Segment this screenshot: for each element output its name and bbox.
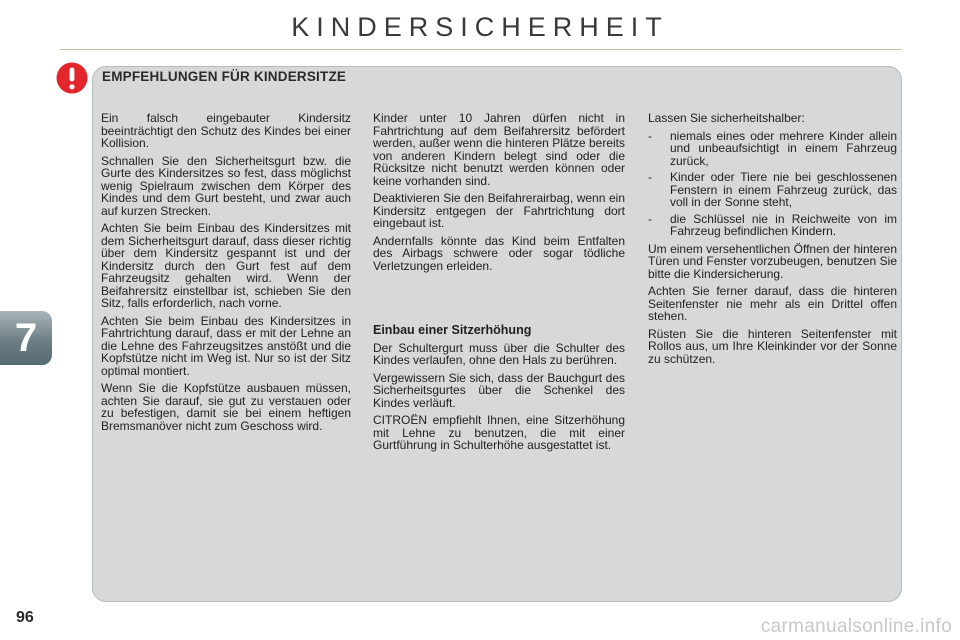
exclamation-icon (56, 62, 88, 94)
paragraph: Achten Sie beim Einbau des Kindersitzes mit dem Sicherheitsgurt darauf, dass dieser richtig über dem Kindersitz gespannt ist und der Kindersitz durch den Gurt fest auf dem Fahrzeugsitz gehalten wird. Wenn der Beifahrersitz einstellbar ist, schieben Sie den Sitz, falls erforderlich, nach vorne. (101, 221, 351, 310)
subheading: Einbau einer Sitzerhöhung (373, 323, 532, 337)
column-2 (373, 112, 625, 457)
paragraph: Andernfalls könnte das Kind beim Entfalten des Airbags schwere oder sogar tödliche Verletzungen erleiden. (373, 233, 625, 273)
list-item: - die Schlüssel nie in Reichweite von im Fahrzeug befindlichen Kindern. (648, 213, 897, 238)
paragraph: Ein falsch eingebauter Kindersitz beeinträchtigt den Schutz des Kindes bei einer Kollision. (101, 111, 351, 150)
paragraph: Deaktivieren Sie den Beifahrerairbag, wenn ein Kindersitz entgegen der Fahrtrichtung dort eingebaut ist. (373, 191, 625, 230)
page-title: KINDERSICHERHEIT (291, 12, 669, 42)
page-number: 96 (16, 609, 34, 626)
list-intro: Lassen Sie sicherheitshalber: (648, 111, 805, 125)
paragraph: Rüsten Sie die hinteren Seitenfenster mit Rollos aus, um Ihre Kleinkinder vor der Sonne zu schützen. (648, 326, 897, 366)
watermark: carmanualsonline.info (760, 616, 952, 637)
paragraph: Kinder unter 10 Jahren dürfen nicht in Fahrtrichtung auf dem Beifahrersitz befördert werden, außer wenn die hinteren Plätze bereits von anderen Kindern belegt sind oder die Rücksitze nicht benutzt werden können oder keine vorhanden sind. (373, 111, 625, 188)
paragraph: Achten Sie ferner darauf, dass die hinteren Seitenfenster nie mehr als ein Drittel offen stehen. (648, 284, 897, 323)
paragraph: Um einem versehentlichen Öffnen der hinteren Türen und Fenster vorzubeugen, benutzen Sie bitte die Kindersicherung. (648, 241, 897, 281)
paragraph: Achten Sie beim Einbau des Kindersitzes in Fahrtrichtung darauf, dass er mit der Lehne an die Lehne des Fahrzeugsitzes anstößt und die Kopfstütze nicht im Weg ist. Nur so ist der Sitz optimal montiert. (101, 313, 351, 378)
paragraph: Wenn Sie die Kopfstütze ausbauen müssen, achten Sie darauf, sie gut zu verstauen oder zu befestigen, damit sie bei einem heftigen Bremsmanöver nicht zum Geschoss wird. (101, 381, 351, 433)
title-divider (60, 49, 902, 50)
paragraph: CITROËN empfiehlt Ihnen, eine Sitzerhöhung mit Lehne zu benutzen, die mit einer Gurtführung in Schulterhöhe ausgestattet ist. (373, 413, 625, 452)
list-item: - Kinder oder Tiere nie bei geschlossenen Fenstern in einem Fahrzeug zurück, das voll in der Sonne steht, (648, 171, 897, 209)
dash-list (648, 130, 897, 238)
list-item: - niemals eines oder mehrere Kinder allein und unbeaufsichtigt in einem Fahrzeug zurück, (648, 130, 897, 168)
column-3 (648, 112, 897, 370)
chapter-tab: 7 (0, 311, 52, 365)
panel-heading: EMPFEHLUNGEN FÜR KINDERSITZE (102, 69, 347, 84)
column-1 (101, 112, 351, 437)
spacer (373, 277, 625, 324)
paragraph: Vergewissern Sie sich, dass der Bauchgurt des Sicherheitsgurtes über die Schenkel des Kindes verläuft. (373, 370, 625, 410)
paragraph: Schnallen Sie den Sicherheitsgurt bzw. die Gurte des Kindersitzes so fest, dass möglichst wenig Spielraum zwischen dem Körper des Kindes und dem Gurt besteht, und zwar auch auf kurzen Strecken. (101, 153, 351, 218)
paragraph: Der Schultergurt muss über die Schulter des Kindes verlaufen, ohne den Hals zu berühren. (373, 340, 625, 367)
